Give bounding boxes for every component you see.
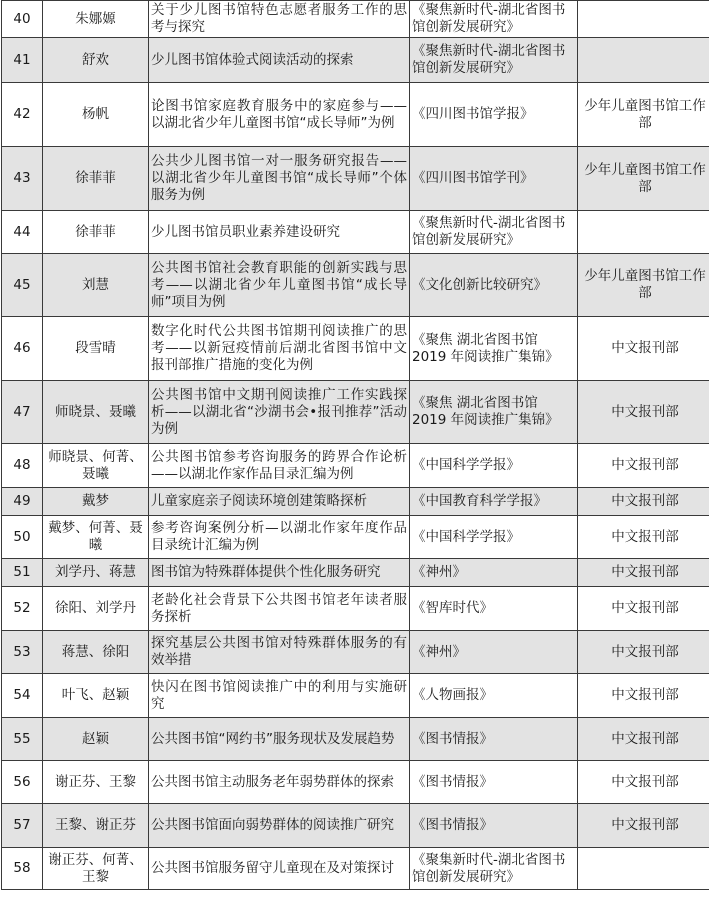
department-cell: 中文报刊部: [578, 317, 709, 381]
department-cell: 中文报刊部: [578, 718, 709, 761]
author-cell: 刘学丹、蒋慧: [43, 559, 149, 587]
table-row: [2, 761, 709, 804]
table-row: [2, 488, 709, 516]
row-number: 51: [2, 559, 43, 587]
journal-cell: 《图书情报》: [410, 718, 578, 761]
table-row: [2, 38, 709, 83]
author-cell: 谢正芬、何菁、王黎: [43, 848, 149, 890]
title-cell: 快闪在图书馆阅读推广中的利用与实施研究: [149, 674, 410, 718]
author-cell: 徐菲菲: [43, 147, 149, 211]
department-cell: 中文报刊部: [578, 761, 709, 804]
title-cell: 公共图书馆“网约书”服务现状及发展趋势: [149, 718, 410, 761]
journal-cell: 《神州》: [410, 559, 578, 587]
author-cell: 徐菲菲: [43, 211, 149, 254]
row-number: 53: [2, 631, 43, 674]
table-row: [2, 211, 709, 254]
table-row: [2, 147, 709, 211]
row-number: 40: [2, 1, 43, 38]
department-cell: 中文报刊部: [578, 381, 709, 444]
title-cell: 探究基层公共图书馆对特殊群体服务的有效举措: [149, 631, 410, 674]
title-cell: 数字化时代公共图书馆期刊阅读推广的思考——以新冠疫情前后湖北省图书馆中文报刊部推广措施的变化为例: [149, 317, 410, 381]
journal-cell: 《四川图书馆学报》: [410, 83, 578, 147]
title-cell: 老龄化社会背景下公共图书馆老年读者服务探析: [149, 587, 410, 631]
author-cell: 赵颖: [43, 718, 149, 761]
title-cell: 图书馆为特殊群体提供个性化服务研究: [149, 559, 410, 587]
journal-cell: 《图书情报》: [410, 761, 578, 804]
department-cell: 中文报刊部: [578, 444, 709, 488]
title-cell: 公共图书馆社会教育职能的创新实践与思考——以湖北省少年儿童图书馆“成长导师”项目为例: [149, 254, 410, 317]
author-cell: 舒欢: [43, 38, 149, 83]
table-row: [2, 674, 709, 718]
title-cell: 关于少儿图书馆特色志愿者服务工作的思考与探究: [149, 1, 410, 38]
department-cell: [578, 38, 709, 83]
row-number: 58: [2, 848, 43, 890]
row-number: 44: [2, 211, 43, 254]
department-cell: 少年儿童图书馆工作部: [578, 254, 709, 317]
journal-cell: 《智库时代》: [410, 587, 578, 631]
row-number: 57: [2, 804, 43, 848]
row-number: 46: [2, 317, 43, 381]
department-cell: 中文报刊部: [578, 631, 709, 674]
author-cell: 师晓景、何菁、聂曦: [43, 444, 149, 488]
table-row: [2, 804, 709, 848]
row-number: 43: [2, 147, 43, 211]
table-row: [2, 631, 709, 674]
publication-table-body: [2, 1, 709, 890]
table-row: [2, 317, 709, 381]
publication-table: [1, 0, 709, 890]
department-cell: [578, 848, 709, 890]
title-cell: 论图书馆家庭教育服务中的家庭参与——以湖北省少年儿童图书馆“成长导师”为例: [149, 83, 410, 147]
journal-cell: 《神州》: [410, 631, 578, 674]
author-cell: 朱娜嫄: [43, 1, 149, 38]
department-cell: 少年儿童图书馆工作部: [578, 83, 709, 147]
journal-cell: 《聚焦新时代-湖北省图书馆创新发展研究》: [410, 211, 578, 254]
row-number: 56: [2, 761, 43, 804]
author-cell: 王黎、谢正芬: [43, 804, 149, 848]
journal-cell: 《聚焦 湖北省图书馆 2019 年阅读推广集锦》: [410, 317, 578, 381]
department-cell: [578, 1, 709, 38]
table-row: [2, 381, 709, 444]
department-cell: 少年儿童图书馆工作部: [578, 147, 709, 211]
title-cell: 儿童家庭亲子阅读环境创建策略探析: [149, 488, 410, 516]
row-number: 54: [2, 674, 43, 718]
journal-cell: 《图书情报》: [410, 804, 578, 848]
table-row: [2, 559, 709, 587]
department-cell: 中文报刊部: [578, 804, 709, 848]
table-row: [2, 1, 709, 38]
author-cell: 杨帆: [43, 83, 149, 147]
row-number: 48: [2, 444, 43, 488]
table-row: [2, 444, 709, 488]
table-row: [2, 254, 709, 317]
department-cell: 中文报刊部: [578, 674, 709, 718]
row-number: 42: [2, 83, 43, 147]
row-number: 47: [2, 381, 43, 444]
journal-cell: 《聚焦新时代-湖北省图书馆创新发展研究》: [410, 1, 578, 38]
journal-cell: 《中国教育科学学报》: [410, 488, 578, 516]
author-cell: 戴梦、何菁、聂曦: [43, 516, 149, 559]
author-cell: 师晓景、聂曦: [43, 381, 149, 444]
department-cell: 中文报刊部: [578, 516, 709, 559]
title-cell: 公共图书馆主动服务老年弱势群体的探索: [149, 761, 410, 804]
row-number: 49: [2, 488, 43, 516]
author-cell: 刘慧: [43, 254, 149, 317]
row-number: 52: [2, 587, 43, 631]
department-cell: [578, 211, 709, 254]
journal-cell: 《聚焦 湖北省图书馆 2019 年阅读推广集锦》: [410, 381, 578, 444]
journal-cell: 《文化创新比较研究》: [410, 254, 578, 317]
author-cell: 蒋慧、徐阳: [43, 631, 149, 674]
row-number: 45: [2, 254, 43, 317]
title-cell: 参考咨询案例分析—以湖北作家年度作品目录统计汇编为例: [149, 516, 410, 559]
title-cell: 少儿图书馆员职业素养建设研究: [149, 211, 410, 254]
author-cell: 叶飞、赵颖: [43, 674, 149, 718]
row-number: 50: [2, 516, 43, 559]
row-number: 41: [2, 38, 43, 83]
author-cell: 谢正芬、王黎: [43, 761, 149, 804]
title-cell: 公共图书馆服务留守儿童现在及对策探讨: [149, 848, 410, 890]
title-cell: 公共图书馆面向弱势群体的阅读推广研究: [149, 804, 410, 848]
title-cell: 公共图书馆中文期刊阅读推广工作实践探析——以湖北省“沙湖书会•报刊推荐”活动为例: [149, 381, 410, 444]
title-cell: 公共少儿图书馆一对一服务研究报告——以湖北省少年儿童图书馆“成长导师”个体服务为例: [149, 147, 410, 211]
department-cell: 中文报刊部: [578, 587, 709, 631]
table-row: [2, 516, 709, 559]
table-row: [2, 848, 709, 890]
journal-cell: 《中国科学学报》: [410, 444, 578, 488]
journal-cell: 《中国科学学报》: [410, 516, 578, 559]
title-cell: 少儿图书馆体验式阅读活动的探索: [149, 38, 410, 83]
table-row: [2, 587, 709, 631]
journal-cell: 《四川图书馆学刊》: [410, 147, 578, 211]
author-cell: 戴梦: [43, 488, 149, 516]
department-cell: 中文报刊部: [578, 488, 709, 516]
table-row: [2, 83, 709, 147]
title-cell: 公共图书馆参考咨询服务的跨界合作论析——以湖北作家作品目录汇编为例: [149, 444, 410, 488]
journal-cell: 《聚集新时代-湖北省图书馆创新发展研究》: [410, 848, 578, 890]
author-cell: 段雪晴: [43, 317, 149, 381]
author-cell: 徐阳、刘学丹: [43, 587, 149, 631]
department-cell: 中文报刊部: [578, 559, 709, 587]
journal-cell: 《人物画报》: [410, 674, 578, 718]
journal-cell: 《聚焦新时代-湖北省图书馆创新发展研究》: [410, 38, 578, 83]
table-row: [2, 718, 709, 761]
row-number: 55: [2, 718, 43, 761]
